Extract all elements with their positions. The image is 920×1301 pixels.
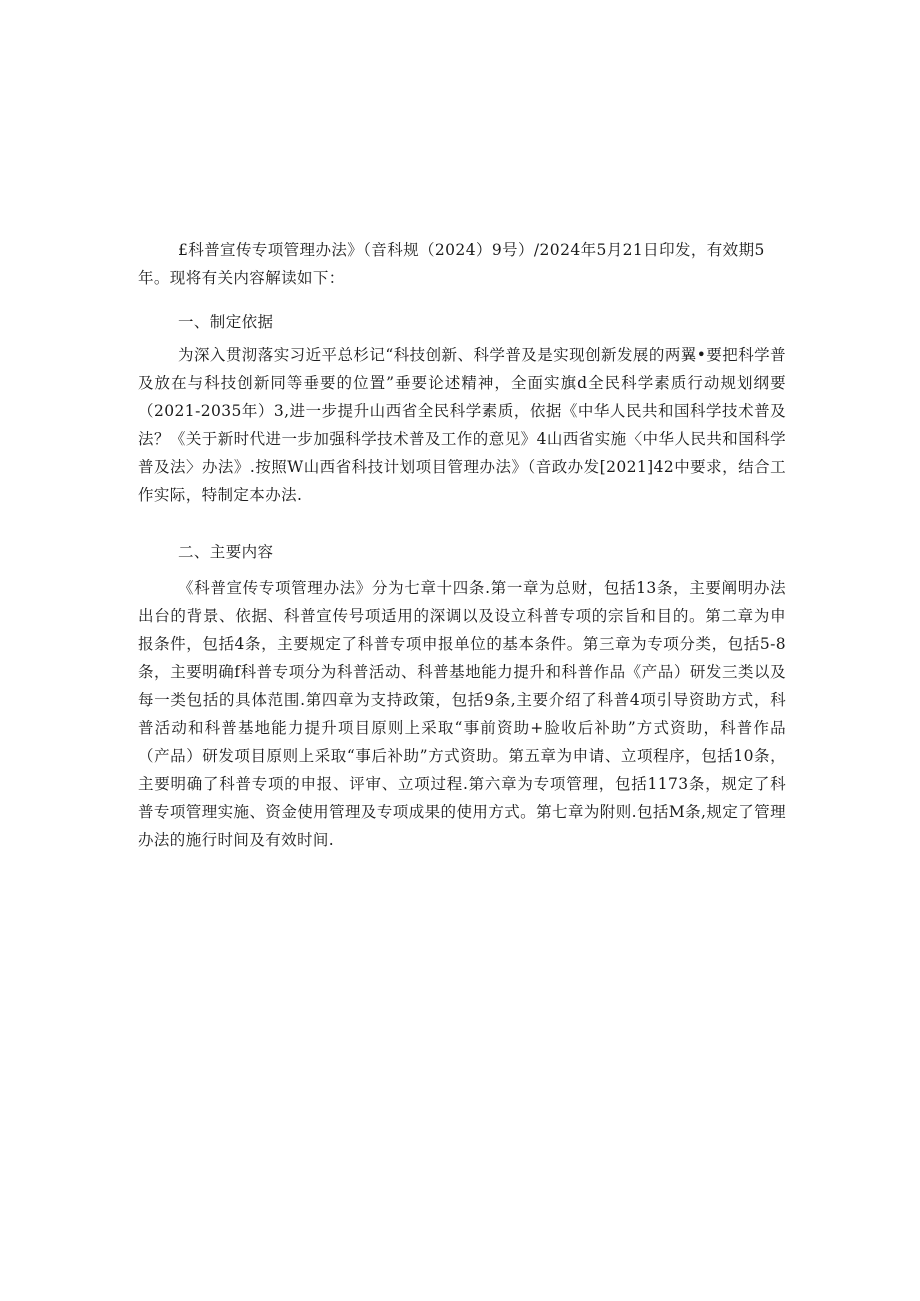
section-body-basis: 为深入贯沏落实习近平总杉记“科技创新、科学普及是实现创新发展的两翼•要把科学普及放在与科技创新同等垂要的位置”垂要论述精神，全面实旗d全民科学素质行动规划纲要（2021-2035年）3,进一步提升山西省全民科学素质，依据《中华人民共和国科学技术普及法？《关于新时代进一步加强科学技术普及工作的意见》4山西省实施〈中华人民共和国科学普及法〉办法》.按照W山西省科技计划项目管理办法》（音政办发[2021]42中要求，结合工作实际，特制定本办法. (138, 346, 786, 504)
section-heading-basis: 一、制定依据 (178, 313, 274, 331)
section-heading-content: 二、主要内容 (178, 543, 274, 561)
intro-paragraph: £科普宣传专项管理办法》（音科规（2024）9号）/2024年5月21日印发，有效期5年。现将有关内容解读如下： (138, 241, 765, 287)
section-body-content: 《科普宣传专项管理办法》分为七章十四条.第一章为总财，包括13条，主要阐明办法出台的背景、依据、科普宣传号项适用的深调以及设立科普专项的宗旨和目的。第二章为申报条件，包括4条，主要规定了科普专项申报单位的基本条件。第三章为专项分类，包括5-8条，主要明确f科普专项分为科普活动、科普基地能力提升和科普作品《产品）研发三类以及每一类包括的具体范围.第四章为支持政策，包括9条,主要介绍了科普4项引导资助方式，科普活动和科普基地能力提升项目原则上采取“事前资助+脸收后补助”方式资助，科普作品（产品）研发项目原则上采取“事后补助”方式资助。第五章为申请、立项程序，包括10条，主要明确了科普专项的申报、评审、立项过程.第六章为专项管理，包括1173条，规定了科普专项管理实施、资金使用管理及专项成果的使用方式。第七章为附则.包括M条,规定了管理办法的施行时间及有效时间. (138, 579, 786, 849)
